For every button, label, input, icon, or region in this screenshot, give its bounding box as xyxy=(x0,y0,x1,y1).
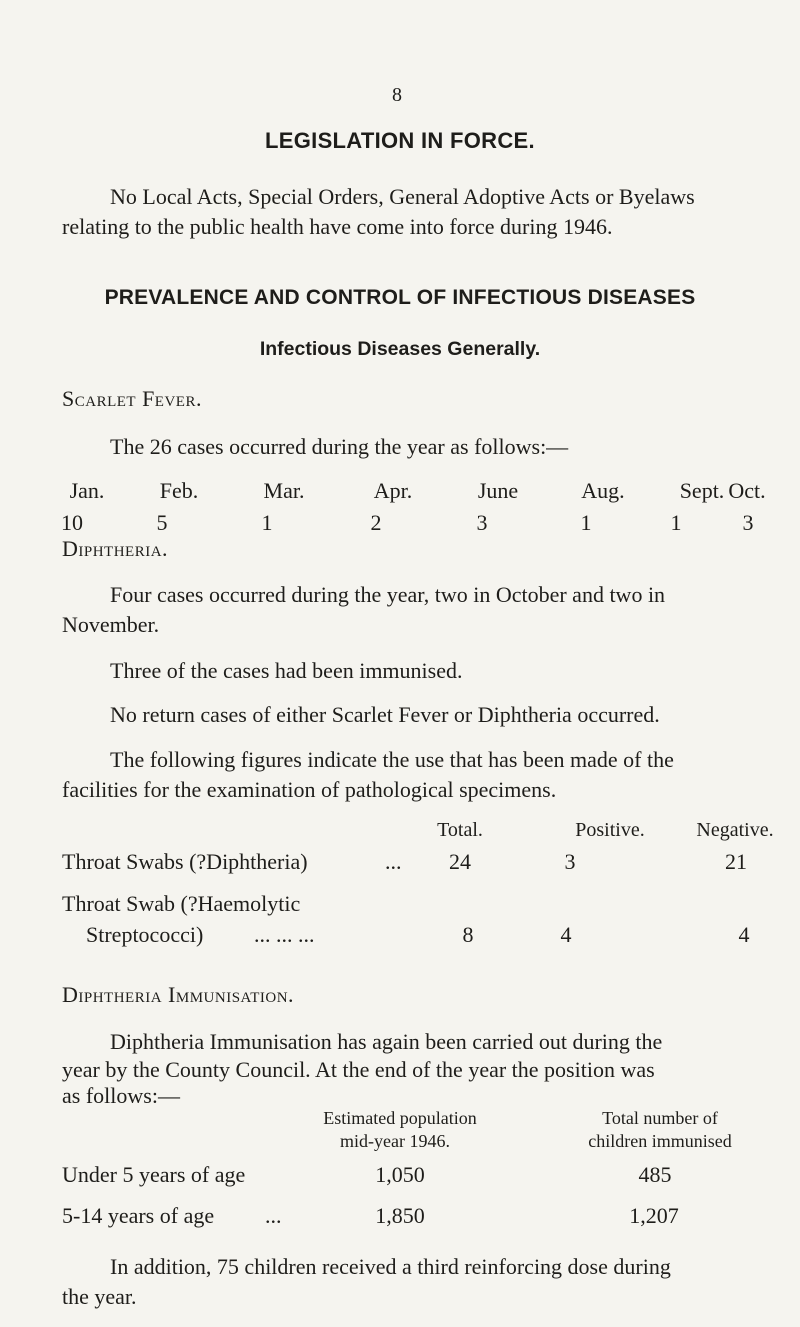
specimen-row-positive: 3 xyxy=(564,849,576,874)
specimens-header-total: Total. xyxy=(437,819,483,841)
immunised-header-line-1: Total number of xyxy=(602,1108,718,1128)
specimen-row-positive: 4 xyxy=(560,922,572,947)
diphtheria-title: Diphtheria. xyxy=(62,536,169,561)
specimen-row-dots: ... ... ... xyxy=(254,922,315,947)
addition-line-2: the year. xyxy=(62,1284,137,1309)
specimen-row-label-continued: Streptococci) xyxy=(86,922,204,947)
specimen-row-negative: 21 xyxy=(725,849,747,874)
month-cases: 10 xyxy=(61,510,83,535)
month-cases: 1 xyxy=(580,510,592,535)
immunisation-row-population: 1,850 xyxy=(375,1203,425,1228)
month-label: June xyxy=(477,478,519,503)
immunised-header-line-2: children immunised xyxy=(588,1131,732,1151)
diphtheria-para-1-line-2: November. xyxy=(62,612,160,637)
month-cases: 5 xyxy=(156,510,168,535)
month-label: Jan. xyxy=(69,478,105,503)
specimen-row-total: 24 xyxy=(449,849,471,874)
legislation-text-line-1: No Local Acts, Special Orders, General Adoptive Acts or Byelaws xyxy=(110,184,695,209)
scarlet-fever-title: Scarlet Fever. xyxy=(62,386,202,411)
specimen-row-label: Throat Swab (?Haemolytic xyxy=(62,891,301,916)
specimens-header-negative: Negative. xyxy=(696,819,774,841)
immunisation-title: Diphtheria Immunisation. xyxy=(62,982,295,1007)
legislation-text-line-2: relating to the public health have come into force during 1946. xyxy=(62,214,613,239)
diphtheria-para-2: Three of the cases had been immunised. xyxy=(110,658,463,683)
specimens-header-positive: Positive. xyxy=(575,819,645,841)
prevalence-heading: PREVALENCE AND CONTROL OF INFECTIOUS DISEASES xyxy=(104,286,696,309)
immunisation-para-line-3: as follows:— xyxy=(62,1083,180,1108)
month-label: Sept. xyxy=(679,478,725,503)
immunisation-para-line-2: year by the County Council. At the end of the year the position was xyxy=(62,1057,655,1082)
immunisation-para-line-1: Diphtheria Immunisation has again been carried out during the xyxy=(110,1029,663,1054)
diphtheria-para-1-line-1: Four cases occurred during the year, two in October and two in xyxy=(110,582,666,607)
diphtheria-para-3: No return cases of either Scarlet Fever or Diphtheria occurred. xyxy=(110,702,660,727)
immunisation-row-label: Under 5 years of age xyxy=(62,1162,246,1187)
month-cases: 3 xyxy=(476,510,488,535)
addition-line-1: In addition, 75 children received a third reinforcing dose during xyxy=(110,1254,671,1279)
month-cases: 3 xyxy=(742,510,754,535)
immunisation-row-immunised: 1,207 xyxy=(629,1203,679,1228)
page-number: 8 xyxy=(392,84,402,106)
population-header-line-2: mid-year 1946. xyxy=(340,1131,450,1151)
specimen-row-label: Throat Swabs (?Diphtheria) xyxy=(62,849,308,874)
diphtheria-para-4-line-1: The following figures indicate the use that has been made of the xyxy=(110,747,674,772)
specimen-row-total: 8 xyxy=(462,922,474,947)
legislation-heading: LEGISLATION IN FORCE. xyxy=(265,128,535,153)
population-header-line-1: Estimated population xyxy=(323,1108,477,1128)
immunisation-row-label: 5-14 years of age xyxy=(62,1203,215,1228)
month-cases: 1 xyxy=(261,510,273,535)
scarlet-fever-intro: The 26 cases occurred during the year as follows:— xyxy=(110,434,569,459)
immunisation-row-population: 1,050 xyxy=(375,1162,425,1187)
month-label: Apr. xyxy=(373,478,413,503)
specimen-row-negative: 4 xyxy=(738,922,750,947)
immunisation-row-immunised: 485 xyxy=(638,1162,672,1187)
month-label: Feb. xyxy=(159,478,199,503)
month-label: Mar. xyxy=(263,478,305,503)
month-label: Aug. xyxy=(581,478,625,503)
month-label: Oct. xyxy=(728,478,766,503)
diphtheria-para-4-line-2: facilities for the examination of pathological specimens. xyxy=(62,777,557,802)
month-cases: 2 xyxy=(370,510,382,535)
immunisation-row-dots: ... xyxy=(265,1203,282,1228)
month-cases: 1 xyxy=(670,510,682,535)
infectious-diseases-subheading: Infectious Diseases Generally. xyxy=(259,338,541,360)
specimen-row-dots: ... xyxy=(385,849,402,874)
